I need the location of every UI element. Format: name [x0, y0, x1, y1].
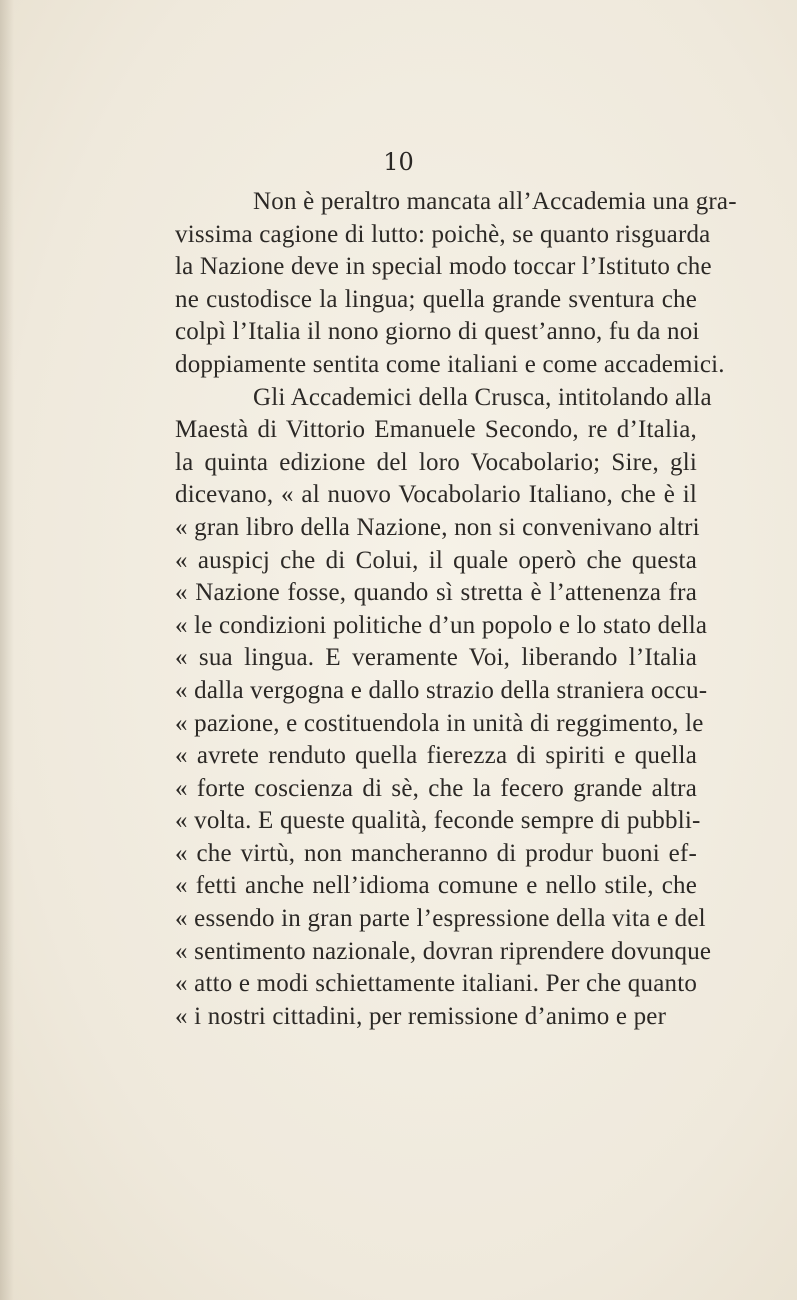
- text-line: « le condizioni politiche d’un popolo e lo stato della: [175, 611, 708, 639]
- text-line: doppiamente sentita come italiani e come accademici.: [175, 350, 725, 378]
- text-line: « pazione, e costituendola in unità di reggimento, le: [175, 709, 704, 737]
- text-line: « volta. E queste qualità, feconde sempre di pubbli-: [175, 807, 701, 835]
- text-line: la Nazione deve in special modo toccar l’Istituto che: [175, 253, 712, 281]
- text-line: « sentimento nazionale, dovran riprendere dovunque: [175, 937, 712, 965]
- text-line: « fetti anche nell’idioma comune e nello stile, che: [175, 872, 697, 900]
- text-line: « dalla vergogna e dallo strazio della straniera occu-: [175, 676, 708, 704]
- text-line: « i nostri cittadini, per remissione d’animo e per: [175, 1002, 667, 1030]
- page-number: 10: [383, 148, 414, 176]
- text-line: « gran libro della Nazione, non si convenivano altri: [175, 513, 700, 541]
- text-line: « essendo in gran parte l’espressione della vita e del: [175, 905, 706, 933]
- text-line: Non è peraltro mancata all’Accademia una gra-: [253, 188, 737, 215]
- text-line: ne custodisce la lingua; quella grande sventura che: [175, 285, 697, 313]
- text-line: « auspicj che di Colui, il quale operò che questa: [175, 546, 697, 574]
- text-line: colpì l’Italia il nono giorno di quest’anno, fu da noi: [175, 318, 700, 346]
- text-line: « atto e modi schiettamente italiani. Per che quanto: [175, 970, 698, 998]
- text-line: « sua lingua. E veramente Voi, liberando l’Italia: [175, 644, 697, 672]
- text-line: « forte coscienza di sè, che la fecero grande altra: [175, 774, 697, 802]
- text-line: Maestà di Vittorio Emanuele Secondo, re d’Italia,: [175, 416, 697, 444]
- text-line: la quinta edizione del loro Vocabolario; Sire, gli: [175, 448, 697, 476]
- text-line: « Nazione fosse, quando sì stretta è l’attenenza fra: [175, 579, 697, 607]
- text-line: dicevano, « al nuovo Vocabolario Italiano, che è il: [175, 481, 697, 509]
- text-line: Gli Accademici della Crusca, intitolando alla: [253, 383, 712, 411]
- text-line: « avrete renduto quella fierezza di spiriti e quella: [175, 742, 697, 770]
- page-edge-shadow: [0, 0, 14, 1300]
- body-text: [175, 186, 737, 1033]
- text-line: vissima cagione di lutto: poichè, se quanto risguarda: [175, 220, 711, 248]
- text-line: « che virtù, non mancheranno di produr buoni ef-: [175, 839, 697, 867]
